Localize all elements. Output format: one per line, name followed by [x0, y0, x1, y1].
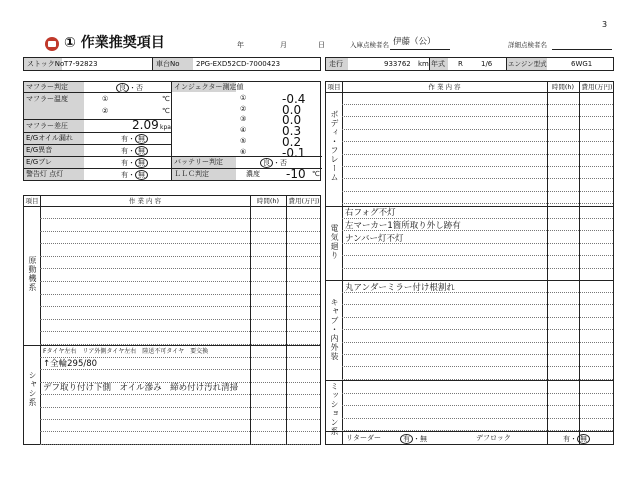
llc-unit: ℃: [312, 170, 320, 178]
section-electric: 電気廻り: [330, 224, 339, 260]
ruled-line: [342, 342, 613, 343]
ruled-line: [40, 218, 320, 219]
retarder-label: リターダー: [346, 434, 381, 442]
ruled-line: [342, 366, 613, 367]
injector-num: ③: [240, 115, 247, 124]
muffler-temp-2: ②: [102, 107, 109, 115]
ruled-line: [342, 304, 613, 305]
eg-oil-label: E/Gオイル漏れ: [26, 134, 73, 142]
eg-noise-value: 有・ 無: [121, 146, 148, 156]
ruled-line: [40, 268, 320, 269]
injector-label: インジェクター測定値: [174, 83, 244, 91]
rt-hours-header: 時間(h): [551, 83, 575, 91]
year-era: R: [458, 60, 463, 68]
injector-num: ⑤: [240, 136, 247, 145]
ruled-line: [40, 306, 320, 307]
ruled-line: [342, 405, 613, 406]
ruled-line: [342, 116, 613, 117]
mileage-value: 933762: [384, 60, 411, 68]
left-work-table: [23, 195, 321, 445]
chassis-label: 車台No: [156, 60, 180, 68]
muffler-temp-unit-1: ℃: [162, 95, 170, 103]
page-number: 3: [602, 20, 608, 29]
difflock-value: 有・ 無: [563, 434, 590, 444]
injector-value: 0.0: [282, 102, 302, 117]
eg-oil-value: 有・ 無: [121, 134, 148, 144]
battery-label: バッテリー判定: [174, 158, 223, 166]
stock-label: ストックNo: [27, 60, 65, 68]
section-mission: ミッション系: [330, 382, 339, 436]
rt-item-header: 項目: [327, 83, 341, 91]
check-panel: [23, 81, 321, 181]
info-row-left: [23, 57, 321, 71]
lt-work-header: 作 業 内 容: [128, 197, 162, 205]
injector-value: 0.2: [282, 134, 302, 149]
cab-item-1: 丸アンダーミラー付け根割れ: [345, 283, 455, 293]
ruled-line: [40, 431, 320, 432]
ruled-line: [342, 393, 613, 394]
rt-work-header: 作 業 内 容: [428, 83, 461, 91]
injector-value: 0.3: [282, 124, 302, 139]
muffler-temp-label: マフラー温度: [26, 95, 68, 103]
muffler-press-label: マフラー差圧: [26, 122, 68, 130]
ruled-line: [342, 418, 613, 419]
injector-num: ④: [240, 126, 247, 135]
page-title: ① 作業推奨項目: [64, 35, 165, 51]
info-row-right: [325, 57, 614, 71]
stock-value: T7-92823: [64, 60, 98, 68]
ruled-line: [342, 104, 613, 105]
inspector-name: 伊藤（公）: [393, 37, 436, 47]
mileage-label: 走行: [329, 60, 343, 68]
warning-label: 警告灯 点灯: [26, 170, 64, 178]
right-work-table: [325, 81, 614, 445]
ruled-line: [342, 178, 613, 179]
difflock-label: デフロック: [476, 434, 511, 442]
year-label: 年式: [431, 60, 445, 68]
lt-item-header: 項目: [25, 197, 39, 205]
ruled-line: [40, 319, 320, 320]
electric-item-1: 右フォグ不灯: [345, 208, 396, 218]
logo-icon: [45, 37, 59, 51]
section-cab: キャブ・内外装: [330, 298, 339, 361]
mileage-unit: km: [418, 60, 429, 68]
ruled-line: [342, 354, 613, 355]
year-value: 1/6: [481, 60, 493, 68]
section-body: ボディ・フレーム: [330, 110, 339, 182]
section-chassis: シャシ系: [28, 371, 37, 407]
ruled-line: [40, 407, 320, 408]
engine-value: 6WG1: [571, 60, 593, 68]
ruled-line: [342, 268, 613, 269]
ruled-line: [40, 369, 320, 370]
ruled-line: [40, 419, 320, 420]
injector-value: 0.0: [282, 113, 302, 128]
lt-cost-header: 費用(万円): [288, 197, 320, 205]
ruled-line: [342, 329, 613, 330]
llc-conc-label: 濃度: [246, 170, 260, 178]
inspector-label: 入庫点検者名: [350, 41, 389, 49]
ruled-line: [40, 444, 320, 445]
date-month-label: 月: [280, 41, 287, 49]
chassis-note-2: デフ取り付け下側 オイル滲み 締め付け汚れ清掃: [43, 383, 239, 393]
ruled-line: [40, 281, 320, 282]
llc-label: ＬＬＣ判定: [174, 170, 209, 178]
ruled-line: [342, 166, 613, 167]
warning-value: 有・ 無: [121, 170, 148, 180]
eg-shake-value: 有・ 無: [121, 158, 148, 168]
ruled-line: [342, 317, 613, 318]
rt-cost-header: 費用(万円): [581, 83, 613, 91]
llc-value: -10: [286, 167, 306, 181]
injector-num: ⑥: [240, 147, 247, 156]
engine-label: エンジン型式: [508, 60, 547, 68]
muffler-judge-value: 良 ・否: [116, 83, 143, 93]
date-year-label: 年: [237, 41, 244, 49]
ruled-line: [342, 129, 613, 130]
ruled-line: [40, 256, 320, 257]
muffler-press-value: 2.09: [132, 118, 159, 132]
chassis-note-header: Fタイヤ左右 リア外側タイヤ左右 陸送不可タイヤ 要交換: [43, 348, 209, 355]
lt-hours-header: 時間(h): [256, 197, 280, 205]
muffler-temp-1: ①: [102, 95, 109, 103]
injector-value: -0.1: [282, 145, 306, 160]
retarder-value: 有 ・無: [400, 434, 427, 444]
detail-inspector-label: 詳細点検者名: [508, 41, 547, 49]
ruled-line: [342, 141, 613, 142]
ruled-line: [342, 255, 613, 256]
ruled-line: [40, 331, 320, 332]
ruled-line: [342, 218, 613, 219]
muffler-judge-label: マフラー判定: [26, 83, 68, 91]
ruled-line: [40, 357, 320, 358]
section-engine: 原動機系: [28, 256, 37, 292]
muffler-press-unit: kpa: [160, 124, 171, 131]
electric-item-3: ナンバー灯不灯: [345, 234, 404, 244]
battery-value: 良 ・否: [260, 158, 287, 168]
muffler-temp-unit-2: ℃: [162, 107, 170, 115]
ruled-line: [342, 203, 613, 204]
chassis-note-1: ↑全輪295/80: [43, 359, 98, 369]
injector-value: -0.4: [282, 92, 306, 106]
electric-item-2: 左マーカー1箇所取り外し跡有: [345, 221, 461, 231]
injector-num: ①: [240, 94, 247, 102]
ruled-line: [40, 231, 320, 232]
injector-num: ②: [240, 104, 247, 113]
date-day-label: 日: [318, 41, 325, 49]
chassis-value: 2PG-EXD52CD-7000423: [196, 60, 281, 68]
ruled-line: [342, 154, 613, 155]
eg-noise-label: E/G異音: [26, 146, 53, 154]
eg-shake-label: E/Gブレ: [26, 158, 52, 166]
ruled-line: [40, 243, 320, 244]
ruled-line: [342, 191, 613, 192]
ruled-line: [40, 394, 320, 395]
ruled-line: [40, 294, 320, 295]
